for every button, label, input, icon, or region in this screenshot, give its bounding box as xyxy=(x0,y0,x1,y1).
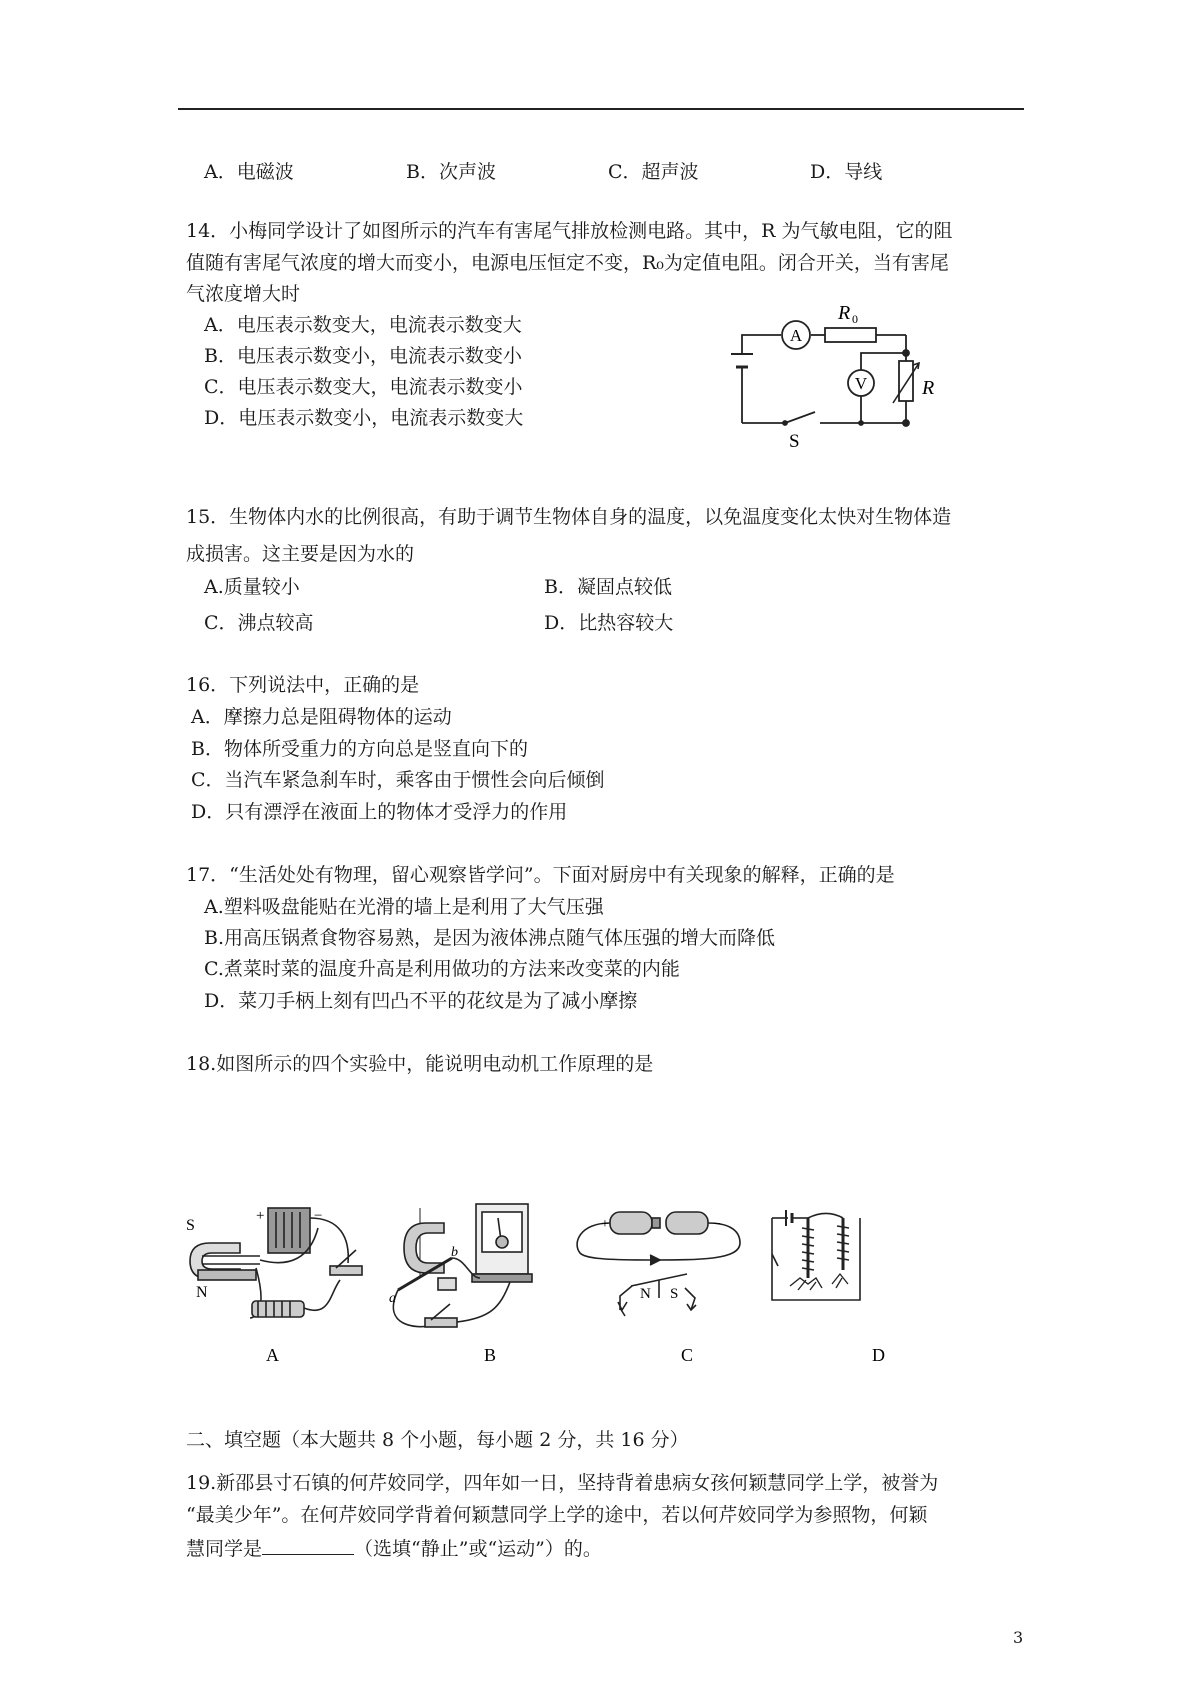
q17-option-d: D．菜刀手柄上刻有凹凸不平的花纹是为了减小摩擦 xyxy=(204,990,638,1012)
ammeter-label: A xyxy=(789,326,803,345)
q14-option-b: B．电压表示数变小，电流表示数变小 xyxy=(204,345,522,367)
q18-stem: 18.如图所示的四个实验中，能说明电动机工作原理的是 xyxy=(186,1053,654,1075)
q13-option-c: C．超声波 xyxy=(608,161,699,183)
gas-sensor-resistor xyxy=(899,361,913,401)
q16-option-a: A．摩擦力总是阻碍物体的运动 xyxy=(191,706,452,728)
q18-experiment-figures xyxy=(180,1198,960,1368)
q13-option-a: A．电磁波 xyxy=(204,161,294,183)
q17-option-b: B.用高压锅煮食物容易熟，是因为液体沸点随气体压强的增大而降低 xyxy=(204,927,776,949)
q14-circuit-diagram xyxy=(725,295,955,455)
figure-b-apparatus xyxy=(393,1204,532,1327)
page-number: 3 xyxy=(1013,1628,1024,1647)
q16-option-b: B．物体所受重力的方向总是竖直向下的 xyxy=(191,738,528,760)
figure-label-c: C xyxy=(681,1345,694,1365)
figure-label-b: B xyxy=(484,1345,497,1365)
fig-c-minus-label: − xyxy=(713,1217,721,1232)
fig-a-plus-label: + xyxy=(256,1208,265,1224)
q17-option-a: A.塑料吸盘能贴在光滑的墙上是利用了大气压强 xyxy=(204,896,604,918)
q16-stem: 16．下列说法中，正确的是 xyxy=(186,674,420,696)
q14-option-c: C．电压表示数变大，电流表示数变小 xyxy=(204,376,523,398)
q13-option-d: D．导线 xyxy=(810,161,883,183)
q17-option-c: C.煮菜时菜的温度升高是利用做功的方法来改变菜的内能 xyxy=(204,958,680,980)
fig-c-n-label: N xyxy=(640,1286,651,1302)
q15-line-1: 15．生物体内水的比例很高，有助于调节生物体自身的温度，以免温度变化太快对生物体造 xyxy=(186,506,952,528)
fig-a-s-label: S xyxy=(186,1217,195,1234)
q14-option-a: A．电压表示数变大，电流表示数变大 xyxy=(204,314,522,336)
q15-option-d: D．比热容较大 xyxy=(544,612,674,634)
r0-label: R xyxy=(838,302,851,324)
q16-option-d: D．只有漂浮在液面上的物体才受浮力的作用 xyxy=(191,801,568,823)
figure-label-d: D xyxy=(872,1345,885,1365)
q15-option-b: B．凝固点较低 xyxy=(544,576,672,598)
q17-stem: 17．“生活处处有物理，留心观察皆学问”。下面对厨房中有关现象的解释，正确的是 xyxy=(186,864,895,886)
switch-label: S xyxy=(789,431,800,452)
q14-line-2: 值随有害尾气浓度的增大而变小，电源电压恒定不变，R₀为定值电阻。闭合开关，当有害尾 xyxy=(186,252,949,274)
q19-line-3-start: 慧同学是 xyxy=(186,1538,263,1560)
q19-line-2: “最美少年”。在何芹姣同学背着何颖慧同学上学的途中，若以何芹姣同学为参照物，何颖 xyxy=(186,1504,928,1526)
q14-line-1: 14．小梅同学设计了如图所示的汽车有害尾气排放检测电路。其中，R 为气敏电阻，它的阻 xyxy=(186,220,953,242)
fig-c-s-label: S xyxy=(670,1286,679,1302)
figure-label-a: A xyxy=(266,1345,279,1365)
header-rule xyxy=(178,108,1024,110)
q16-option-c: C．当汽车紧急刹车时，乘客由于惯性会向后倾倒 xyxy=(191,769,605,791)
q19-answer-blank[interactable] xyxy=(262,1538,354,1555)
figure-d-apparatus xyxy=(772,1210,860,1300)
fig-a-n-label: N xyxy=(196,1284,208,1301)
q19-line-3 xyxy=(186,1538,602,1559)
q13-option-b: B．次声波 xyxy=(406,161,496,183)
q15-line-2: 成损害。这主要是因为水的 xyxy=(186,543,415,565)
figure-a-apparatus xyxy=(190,1208,362,1318)
fig-a-minus-label: − xyxy=(314,1208,323,1224)
r0-subscript: 0 xyxy=(852,312,858,326)
voltmeter-label: V xyxy=(854,374,868,393)
q14-line-3: 气浓度增大时 xyxy=(186,283,301,305)
q19-line-3-end: （选填“静止”或“运动”）的。 xyxy=(354,1538,602,1560)
fig-b-a-label: a xyxy=(389,1291,396,1306)
fig-c-plus-label: + xyxy=(601,1217,609,1232)
r0-resistor xyxy=(825,328,876,342)
fig-b-b-label: b xyxy=(451,1245,458,1260)
q15-option-a: A.质量较小 xyxy=(204,576,300,598)
q19-line-1: 19.新邵县寸石镇的何芹姣同学，四年如一日，坚持背着患病女孩何颖慧同学上学，被誉为 xyxy=(186,1472,939,1494)
q15-option-c: C．沸点较高 xyxy=(204,612,314,634)
r-label: R xyxy=(922,377,935,399)
section-2-heading: 二、填空题（本大题共 8 个小题，每小题 2 分，共 16 分） xyxy=(186,1429,689,1451)
q14-option-d: D．电压表示数变小，电流表示数变大 xyxy=(204,407,524,429)
